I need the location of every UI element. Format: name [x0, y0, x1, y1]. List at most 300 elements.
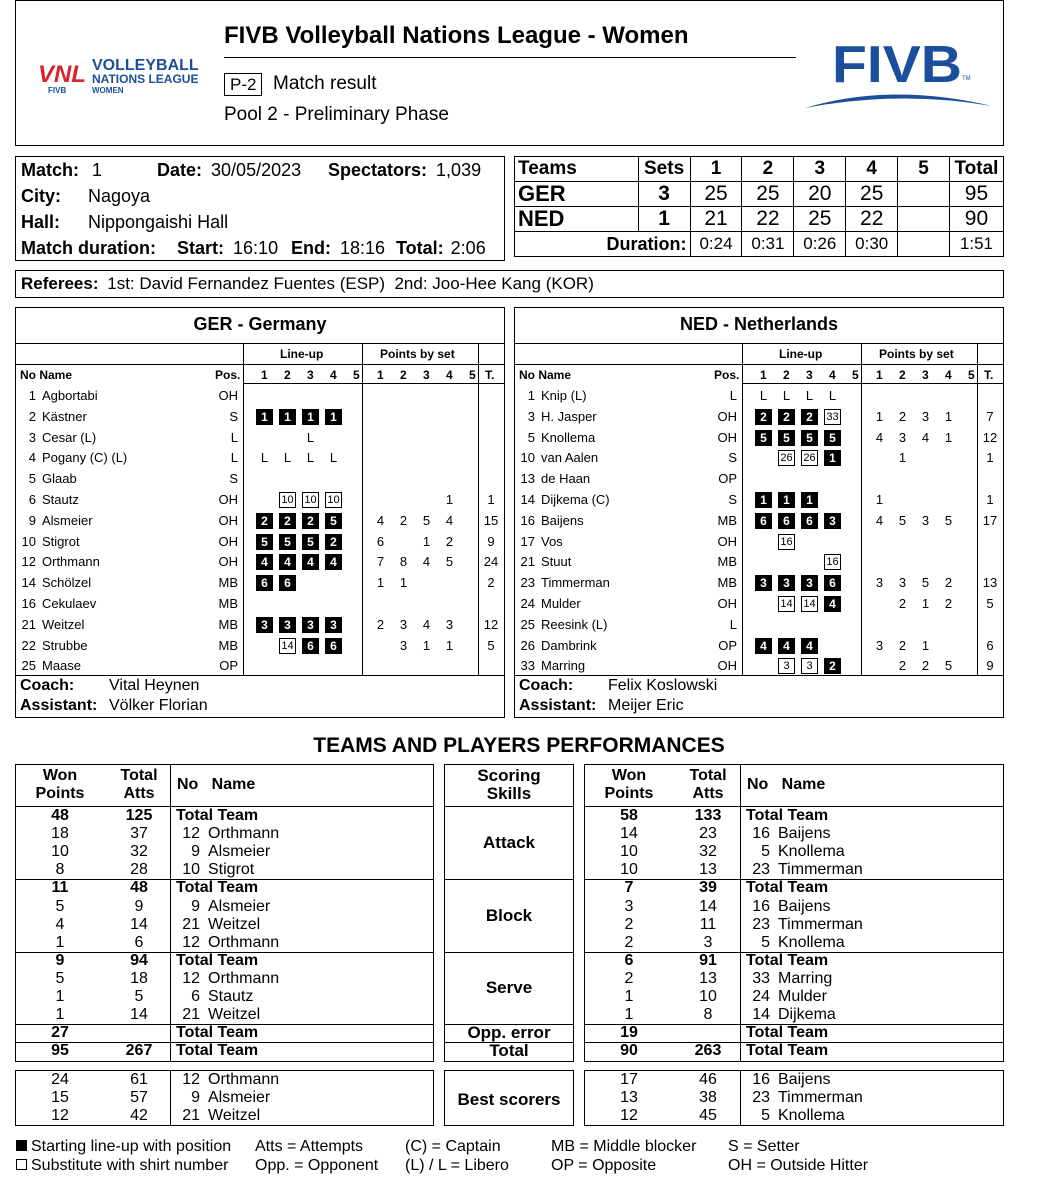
team-panel-title: NED - Netherlands [679, 314, 839, 334]
lineup-start-position: 6 [325, 638, 342, 654]
lineup-start-position: 4 [325, 554, 342, 570]
points-set-value: 1 [422, 637, 431, 653]
player-name: Dijkema (C) [541, 492, 610, 507]
points-set-value: 4 [422, 554, 431, 570]
player-row [16, 386, 504, 406]
perf-won: 1 [624, 1006, 634, 1024]
player-position: S [229, 408, 238, 424]
points-set-value: 1 [944, 429, 953, 445]
points-set-value: 4 [875, 429, 884, 445]
lineup-libero: L [260, 450, 269, 466]
perf-atts: 91 [699, 951, 717, 969]
legend-substitute-text: Substitute with shirt number [31, 1157, 229, 1174]
substitute-square-icon [16, 1159, 27, 1170]
player-name: Cesar (L) [42, 429, 97, 445]
score-header-set2: 2 [742, 157, 794, 182]
date-label: Date: [157, 160, 203, 180]
player-number: 23 [520, 575, 535, 591]
perf-atts: 8 [703, 1006, 713, 1024]
duration-field [21, 238, 156, 259]
perf-name: Total Team [746, 1024, 829, 1042]
duration-row [515, 232, 1004, 257]
header-divider [515, 364, 1003, 365]
points-total: 6 [986, 637, 994, 653]
score-header-set4: 4 [846, 157, 898, 182]
total-header: T. [485, 368, 495, 382]
perf-won: 1 [55, 933, 65, 951]
perf-no: 12 [182, 825, 200, 843]
points-total: 13 [982, 575, 998, 591]
perf-atts: 18 [130, 969, 148, 987]
perf-atts: 32 [699, 843, 717, 861]
perf-atts: 28 [130, 861, 148, 879]
no-name-header: No Name [177, 776, 256, 793]
best-atts: 38 [699, 1089, 717, 1107]
lineup-set-header: 3 [806, 368, 813, 382]
points-set-value: 8 [399, 554, 408, 570]
points-set-header: 1 [377, 368, 384, 382]
performance-title: TEAMS AND PLAYERS PERFORMANCES [313, 734, 725, 757]
skills-header: Skills [486, 784, 532, 803]
best-name: Weitzel [208, 1107, 261, 1125]
player-position: MB [717, 554, 737, 570]
lineup-start-position: 2 [256, 513, 273, 529]
lineup-substitute: 10 [279, 492, 296, 508]
player-number: 22 [21, 637, 36, 653]
legend-substitute [16, 1157, 228, 1175]
lineup-start-position: 5 [755, 430, 772, 446]
perf-atts: 48 [130, 879, 148, 897]
player-name: Alsmeier [42, 512, 93, 528]
points-total: 17 [982, 512, 998, 528]
perf-no: 16 [752, 897, 770, 915]
lineup-substitute: 14 [778, 596, 795, 612]
points-set-value: 1 [875, 492, 884, 507]
best-name: Baijens [778, 1071, 831, 1088]
points-set-header: 2 [400, 368, 407, 382]
player-number: 12 [21, 554, 36, 570]
legend-starting-text: Starting line-up with position [31, 1138, 232, 1155]
points-total: 9 [986, 658, 994, 674]
points-header: Points [35, 785, 85, 802]
end-field [291, 238, 385, 259]
score-team: GER [515, 182, 639, 207]
points-set-value: 1 [944, 408, 953, 424]
group-divider [444, 879, 574, 880]
lineup-header: Line-up [280, 347, 324, 361]
points-set-value: 2 [445, 533, 454, 549]
perf-won: 10 [620, 861, 638, 879]
legend-starting [16, 1138, 231, 1156]
player-name: Schölzel [42, 575, 92, 591]
player-number: 2 [28, 408, 36, 424]
points-set-value: 3 [898, 575, 907, 591]
skills-header-divider [444, 806, 574, 807]
points-total: 5 [487, 637, 495, 653]
spectators-label: Spectators: [328, 160, 428, 180]
city-value: Nagoya [88, 186, 151, 206]
lineup-start-position: 4 [755, 638, 772, 654]
skill-label: Block [485, 905, 533, 925]
fivb-logo-text: FIVB [832, 36, 962, 94]
player-row [515, 448, 1003, 468]
player-name: Dambrink [541, 637, 597, 653]
lineup-start-position: 2 [801, 409, 818, 425]
lineup-start-position: 4 [256, 554, 273, 570]
perf-no: 10 [182, 861, 200, 879]
lineup-start-position: 2 [778, 409, 795, 425]
perf-name: Knollema [778, 933, 845, 951]
lineup-start-position: 3 [801, 575, 818, 591]
legend-libero: (L) / L = Libero [405, 1157, 509, 1174]
vnl-logo-mark: VNL [38, 61, 86, 88]
best-won: 17 [620, 1071, 638, 1088]
legend-captain: (C) = Captain [405, 1138, 501, 1155]
best-won: 24 [51, 1071, 69, 1088]
lineup-start-position: 3 [824, 513, 841, 529]
player-position: OH [717, 596, 737, 611]
best-no: 21 [182, 1107, 200, 1125]
best-name: Orthmann [208, 1071, 280, 1088]
lineup-start-position: 3 [302, 617, 319, 633]
perf-name: Orthmann [208, 933, 280, 951]
points-set-value: 4 [422, 616, 431, 632]
points-set-value: 7 [376, 554, 385, 570]
total-field [396, 238, 486, 259]
player-position: MB [218, 596, 238, 611]
points-total: 5 [986, 596, 994, 611]
player-number: 9 [28, 512, 36, 528]
perf-name: Dijkema [778, 1006, 836, 1024]
player-position: S [728, 450, 737, 466]
lineup-start-position: 3 [256, 617, 273, 633]
lineup-start-position: 6 [755, 513, 772, 529]
points-set-value: 5 [921, 575, 930, 591]
player-name: Kästner [42, 408, 87, 424]
assistant-label: Assistant: [20, 697, 98, 714]
player-row [515, 552, 1003, 572]
points-total: 1 [986, 450, 994, 466]
atts-header: Atts [692, 785, 724, 802]
best-no: 5 [761, 1107, 770, 1125]
player-name: Reesink (L) [541, 616, 608, 632]
score-total: 95 [949, 182, 1003, 207]
perf-atts: 10 [699, 988, 717, 1005]
won-points-header [585, 767, 673, 803]
points-set-value: 3 [399, 637, 408, 653]
skill-label: Opp. error [467, 1023, 551, 1043]
perf-won: 48 [51, 807, 69, 824]
points-set-value: 4 [445, 512, 454, 528]
duration-row-label: Duration: [515, 232, 691, 257]
player-number: 10 [21, 533, 36, 549]
coach-name: Vital Heynen [109, 677, 200, 694]
lineup-set-header: 4 [330, 368, 337, 382]
best-scorers-label: Best scorers [457, 1090, 561, 1109]
score-sets: 3 [638, 182, 690, 207]
lineup-libero: L [283, 450, 292, 466]
player-number: 16 [21, 596, 36, 611]
best-no: 16 [752, 1071, 770, 1088]
perf-name: Alsmeier [208, 843, 271, 861]
player-row [16, 594, 504, 614]
assistant-name: Völker Florian [109, 697, 208, 714]
lineup-start-position: 6 [302, 638, 319, 654]
lineup-start-position: 3 [325, 617, 342, 633]
spectators-field [328, 160, 481, 181]
best-atts: 46 [699, 1071, 717, 1088]
score-table [514, 156, 1004, 257]
perf-name: Orthmann [208, 825, 280, 843]
date-field [157, 160, 301, 181]
perf-won: 7 [624, 879, 634, 897]
lineup-start-position: 5 [824, 430, 841, 446]
player-row [16, 656, 504, 676]
points-set-header: 1 [876, 368, 883, 382]
vnl-logo-line2: NATIONS LEAGUE [92, 72, 199, 86]
perf-no: 12 [182, 933, 200, 951]
player-row [16, 407, 504, 427]
points-set-value: 1 [445, 637, 454, 653]
player-number: 14 [21, 575, 36, 591]
city-label: City: [21, 186, 61, 206]
pos-header: Pos. [215, 368, 241, 382]
player-row [515, 469, 1003, 489]
name-column-divider [170, 764, 171, 1062]
coach-name: Felix Koslowski [608, 677, 718, 694]
best-won: 13 [620, 1089, 638, 1107]
score-header-teams: Teams [515, 157, 639, 182]
player-position: OH [717, 408, 737, 424]
perf-no: 23 [752, 861, 770, 879]
player-position: L [729, 388, 737, 403]
player-position: OP [219, 658, 238, 674]
perf-no: 33 [752, 969, 770, 987]
perf-name: Stautz [208, 988, 254, 1005]
hall-value: Nippongaishi Hall [88, 212, 229, 232]
lineup-start-position: 1 [256, 409, 273, 425]
player-name: Baijens [541, 512, 584, 528]
best-no: 12 [182, 1071, 200, 1088]
score-set3: 25 [794, 207, 846, 232]
score-row-ned [515, 207, 1004, 232]
perf-won: 9 [55, 951, 65, 969]
points-set-value: 2 [898, 637, 907, 653]
perf-name: Stigrot [208, 861, 255, 879]
perf-no: 6 [191, 988, 200, 1005]
perf-name: Weitzel [208, 915, 261, 933]
player-number: 24 [520, 596, 535, 611]
score-set1: 21 [690, 207, 742, 232]
points-set-value: 1 [399, 575, 408, 591]
no-name-header: No Name [519, 368, 572, 382]
perf-atts: 267 [125, 1042, 153, 1060]
duration-set1: 0:24 [690, 232, 742, 257]
perf-name: Total Team [746, 807, 829, 824]
document-code: P-2 [224, 73, 262, 96]
start-field [177, 238, 278, 259]
duration-set2: 0:31 [742, 232, 794, 257]
lineup-start-position: 3 [755, 575, 772, 591]
points-by-set-header: Points by set [879, 347, 954, 361]
perf-name: Total Team [176, 1042, 259, 1060]
player-number: 3 [28, 429, 36, 445]
perf-name: Orthmann [208, 969, 280, 987]
points-set-value: 1 [422, 533, 431, 549]
vnl-logo-small: FIVB [48, 86, 67, 95]
perf-no: 16 [752, 825, 770, 843]
points-set-value: 2 [376, 616, 385, 632]
total-label: Total: [396, 238, 444, 258]
best-name-divider [170, 1070, 171, 1126]
player-position: OH [717, 533, 737, 549]
lineup-substitute: 3 [778, 658, 795, 674]
match-info-row-1 [21, 160, 102, 181]
lineup-start-position: 1 [801, 492, 818, 508]
player-row [16, 573, 504, 593]
player-position: L [729, 616, 737, 632]
points-total: 12 [483, 616, 499, 632]
perf-atts: 32 [130, 843, 148, 861]
lineup-libero: L [329, 450, 338, 466]
perf-won: 2 [624, 969, 634, 987]
score-set5 [898, 182, 950, 207]
assistant-label: Assistant: [519, 697, 597, 714]
points-total: 2 [487, 575, 495, 591]
lineup-start-position: 4 [801, 638, 818, 654]
lineup-start-position: 5 [778, 430, 795, 446]
player-row [515, 532, 1003, 552]
won-header: Won [42, 767, 78, 784]
perf-name: Timmerman [778, 861, 863, 879]
subheader-divider [742, 383, 1003, 384]
lineup-start-position: 5 [256, 534, 273, 550]
best-name: Alsmeier [208, 1089, 271, 1107]
coach-label: Coach: [519, 677, 574, 694]
best-name: Knollema [778, 1107, 845, 1125]
best-no: 23 [752, 1089, 770, 1107]
perf-atts: 133 [694, 807, 722, 824]
player-row [515, 428, 1003, 448]
player-name: Pogany (C) (L) [42, 450, 128, 466]
date-value: 30/05/2023 [211, 160, 302, 180]
no-name-header: No Name [20, 368, 73, 382]
lineup-start-position: 4 [778, 638, 795, 654]
points-set-value: 1 [875, 408, 884, 424]
title-divider [16, 343, 504, 344]
points-set-value: 3 [399, 616, 408, 632]
points-set-value: 3 [875, 575, 884, 591]
score-header-total: Total [949, 157, 1003, 182]
scoring-skills-header [445, 767, 573, 803]
lineup-start-position: 2 [325, 534, 342, 550]
lineup-start-position: 1 [325, 409, 342, 425]
player-row [515, 386, 1003, 406]
player-number: 1 [527, 388, 535, 403]
lineup-libero: L [828, 388, 837, 403]
pos-header: Pos. [714, 368, 740, 382]
player-number: 4 [28, 450, 36, 466]
player-name: Agbortabi [42, 388, 98, 403]
player-number: 10 [520, 450, 535, 466]
points-set-header: 3 [423, 368, 430, 382]
perf-won: 2 [624, 915, 634, 933]
player-name: Vos [541, 533, 563, 549]
perf-no: 5 [761, 933, 770, 951]
points-set-header: 5 [469, 368, 476, 382]
player-row [515, 573, 1003, 593]
perf-atts: 14 [699, 897, 717, 915]
hall-label: Hall: [21, 212, 61, 232]
lineup-set-header: 2 [783, 368, 790, 382]
total-atts-header [108, 767, 170, 803]
perf-atts: 94 [130, 951, 148, 969]
points-total: 7 [986, 408, 994, 424]
points-set-value: 5 [445, 554, 454, 570]
points-set-value: 1 [376, 575, 385, 591]
lineup-start-position: 6 [279, 575, 296, 591]
coach-label: Coach: [20, 677, 75, 694]
score-set3: 20 [794, 182, 846, 207]
score-total: 90 [949, 207, 1003, 232]
lineup-start-position: 2 [755, 409, 772, 425]
perf-no: 21 [182, 915, 200, 933]
points-total: 1 [986, 492, 994, 507]
player-name: Stuut [541, 554, 572, 570]
end-value: 18:16 [340, 238, 386, 258]
points-set-value: 2 [944, 596, 953, 611]
player-row [515, 636, 1003, 656]
player-name: Cekulaev [42, 596, 97, 611]
lineup-substitute: 33 [824, 409, 841, 425]
lineup-start-position: 2 [279, 513, 296, 529]
perf-name: Alsmeier [208, 897, 271, 915]
lineup-start-position: 1 [824, 450, 841, 466]
player-row [16, 636, 504, 656]
lineup-start-position: 1 [279, 409, 296, 425]
lineup-substitute: 16 [824, 554, 841, 570]
lineup-start-position: 4 [824, 596, 841, 612]
player-row [16, 428, 504, 448]
player-position: S [229, 471, 238, 487]
lineup-libero: L [306, 429, 315, 445]
best-no: 9 [191, 1089, 200, 1107]
perf-won: 19 [620, 1024, 638, 1042]
perf-won: 10 [620, 843, 638, 861]
points-total: 24 [483, 554, 499, 570]
best-atts: 61 [130, 1071, 148, 1088]
perf-atts: 263 [694, 1042, 722, 1060]
player-position: OH [218, 554, 238, 570]
player-position: OH [717, 658, 737, 674]
perf-name: Baijens [778, 897, 831, 915]
no-name-header: No Name [747, 776, 826, 793]
lineup-substitute: 16 [778, 534, 795, 550]
score-set2: 25 [742, 182, 794, 207]
lineup-start-position: 1 [755, 492, 772, 508]
player-position: L [230, 429, 238, 445]
player-name: Knollema [541, 429, 596, 445]
player-number: 21 [21, 616, 36, 632]
legend-opp: Opp. = Opponent [255, 1157, 379, 1174]
start-value: 16:10 [233, 238, 279, 258]
player-row [16, 532, 504, 552]
perf-no: 14 [752, 1006, 770, 1024]
perf-name: Total Team [176, 1024, 259, 1042]
player-position: OH [717, 429, 737, 445]
referees-text: 1st: David Fernandez Fuentes (ESP) 2nd: Joo-Hee Kang (KOR) [107, 274, 594, 293]
lineup-substitute: 14 [801, 596, 818, 612]
